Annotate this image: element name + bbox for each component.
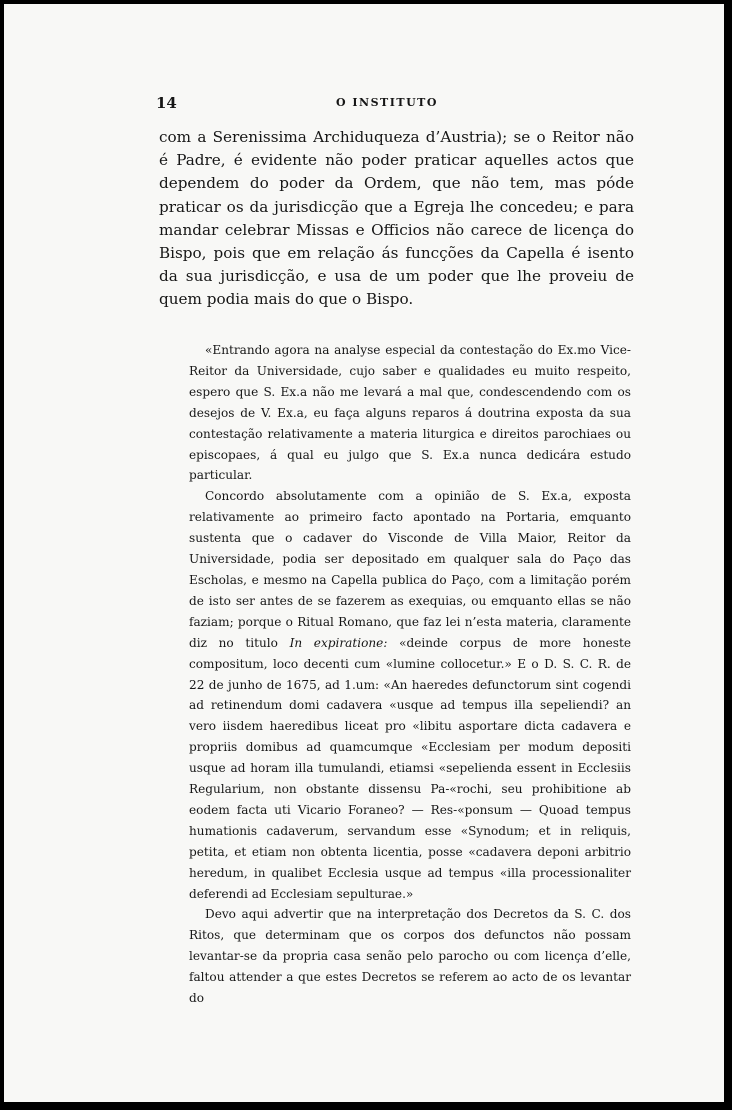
quote-paragraph-3: Devo aqui advertir que na interpretação dos Decretos da S. C. dos Ritos, que determinam que os corpos dos defunctos não possam levantar-se da propria casa senão pelo parocho ou com licença d’elle, faltou attender a que estes Decretos se referem ao acto de os levantar do xyxy=(189,907,631,1006)
italic-title: In expiratione: xyxy=(289,635,388,650)
quote-paragraph-2-text: Concordo absolutamente com a opinião de S. Ex.a, exposta relativamente ao primeiro facto apontado na Portaria, emquanto sustenta que o cadaver do Visconde de Villa Maior, Reitor da Universidade, podia ser depositado em qualquer sala do Paço das Escholas, e mesmo na Capella publica do Paço, com a limitação porém de isto ser antes de se fazerem as exequias, ou emquanto ellas se não faziam; porque o Ritual Romano, que faz lei n’esta materia, claramente diz no titulo xyxy=(189,489,631,650)
page-number: 14 xyxy=(156,94,177,112)
lead-paragraph-block xyxy=(159,126,634,312)
quoted-letter xyxy=(189,340,631,1009)
latin-citation: «deinde corpus de more honeste compositum, loco decenti cum «lumine collocetur.» E o D. S. C. R. de 22 de junho de 1675, ad 1.um: «An haeredes defunctorum sint cogendi ad retinendum domi cadavera «usque ad tempus illa sepeliendi? an vero iisdem haeredibus liceat pro «libitu asportare dicta cadavera e propriis domibus ad quamcumque «Ecclesiam per modum depositi usque ad horam illa tumulandi, etiamsi «sepelienda essent in Ecclesiis Regularium, non obstante dissensu Pa-«rochi, seu prohibitione ab eodem facta uti Vicario Foraneo? — Res-«ponsum — Quoad tempus humationis cadaverum, servandum esse «Synodum; et in reliquis, petita, et etiam non obtenta licentia, posse «cadavera deponi arbitrio heredum, in qualibet Ecclesia usque ad tempus «illa processionaliter deferendi ad Ecclesiam sepulturae.» xyxy=(189,635,631,901)
lead-paragraph: com a Serenissima Archiduqueza d’Austria); se o Reitor não é Padre, é evidente não poder praticar aquelles actos que dependem do poder da Ordem, que não tem, mas póde praticar os da jurisdicção que a Egreja lhe concedeu; e para mandar celebrar Missas e Officios não carece de licença do Bispo, pois que em relação ás funcções da Capella é isento da sua jurisdicção, e usa de um poder que lhe proveiu de quem podia mais do que o Bispo. xyxy=(159,128,634,309)
quote-paragraph-2 xyxy=(189,486,631,904)
scanned-page xyxy=(4,4,724,1102)
running-title: O INSTITUTO xyxy=(336,96,438,109)
page-header xyxy=(156,94,631,116)
quote-paragraph-1: «Entrando agora na analyse especial da contestação do Ex.mo Vice-Reitor da Universidade, cujo saber e qualidades eu muito respeito, espero que S. Ex.a não me levará a mal que, condescendendo com os desejos de V. Ex.a, eu faça alguns reparos á doutrina exposta da sua contestação relativamente a materia liturgica e direitos parochiaes ou episcopaes, á qual eu julgo que S. Ex.a nunca dedicára estudo particular. xyxy=(189,343,631,483)
